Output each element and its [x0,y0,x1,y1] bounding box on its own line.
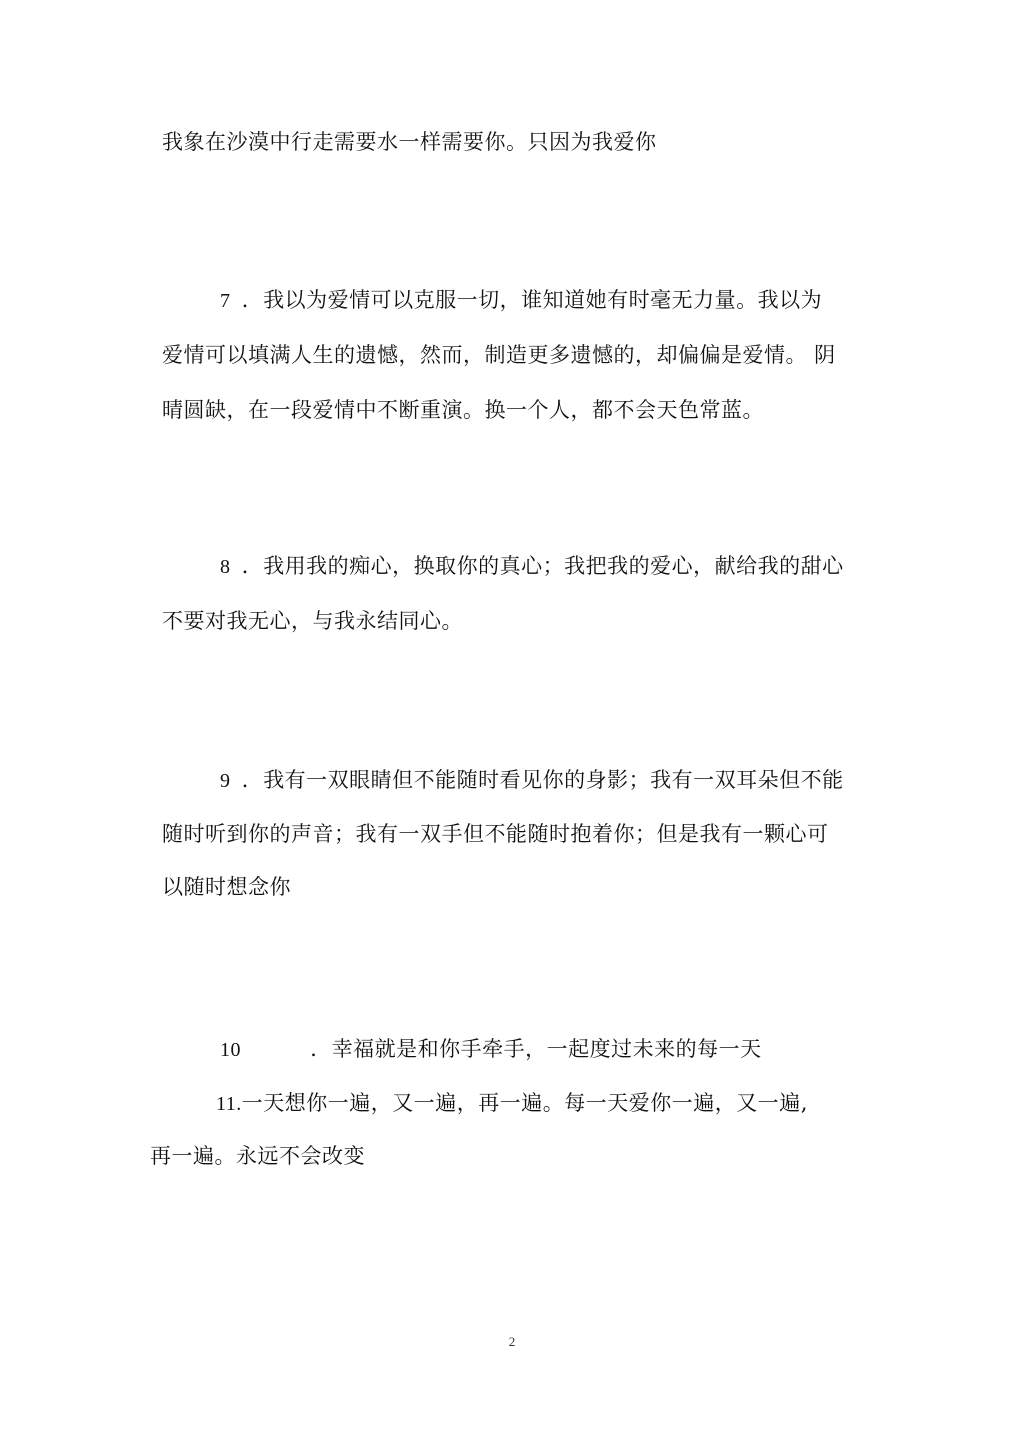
list-item-number: 8 [220,556,231,578]
list-item-number: 9 [220,770,231,792]
continuation-text: 我象在沙漠中行走需要水一样需要你。只因为我爱你 [162,130,657,154]
list-item-separator: ． [241,768,264,792]
list-item-11-line-1 [216,1089,808,1118]
list-item-7-line-1 [220,286,822,315]
list-item-8-line-1 [220,552,844,581]
list-item-11-line-2: 再一遍。永远不会改变 [150,1144,365,1168]
list-item-text: 我用我的痴心，换取你的真心；我把我的爱心，献给我的甜心 [263,554,844,578]
list-item-separator: ． [241,554,264,578]
list-item-9-line-1 [220,766,844,795]
list-item-text: 我以为爱情可以克服一切，谁知道她有时毫无力量。我以为 [263,288,823,312]
list-item-9-line-3: 以随时想念你 [162,875,291,899]
list-item-text: 一天想你一遍，又一遍，再一遍。每一天爱你一遍，又一遍, [241,1091,808,1115]
list-item-number: 7 [220,290,231,312]
list-item-7-line-3: 晴圆缺，在一段爱情中不断重演。换一个人，都不会天色常蓝。 [162,398,764,422]
page-number: 2 [508,1334,516,1349]
list-item-separator: ． [310,1037,332,1061]
list-item-7-line-2: 爱情可以填满人生的遗憾，然而，制造更多遗憾的，却偏偏是爱情。 阴 [162,343,836,367]
list-item-separator: ． [241,288,264,312]
list-item-text: 幸福就是和你手牵手，一起度过未来的每一天 [331,1037,762,1061]
list-item-8-line-2: 不要对我无心，与我永结同心。 [162,609,463,633]
list-item-9-line-2: 随时听到你的声音；我有一双手但不能随时抱着你；但是我有一颗心可 [162,822,829,846]
list-item-text: 我有一双眼睛但不能随时看见你的身影；我有一双耳朵但不能 [263,768,844,792]
list-item-number: 10 [220,1039,241,1061]
list-item-10-line-1 [220,1035,762,1064]
list-item-number: 11. [216,1093,242,1115]
